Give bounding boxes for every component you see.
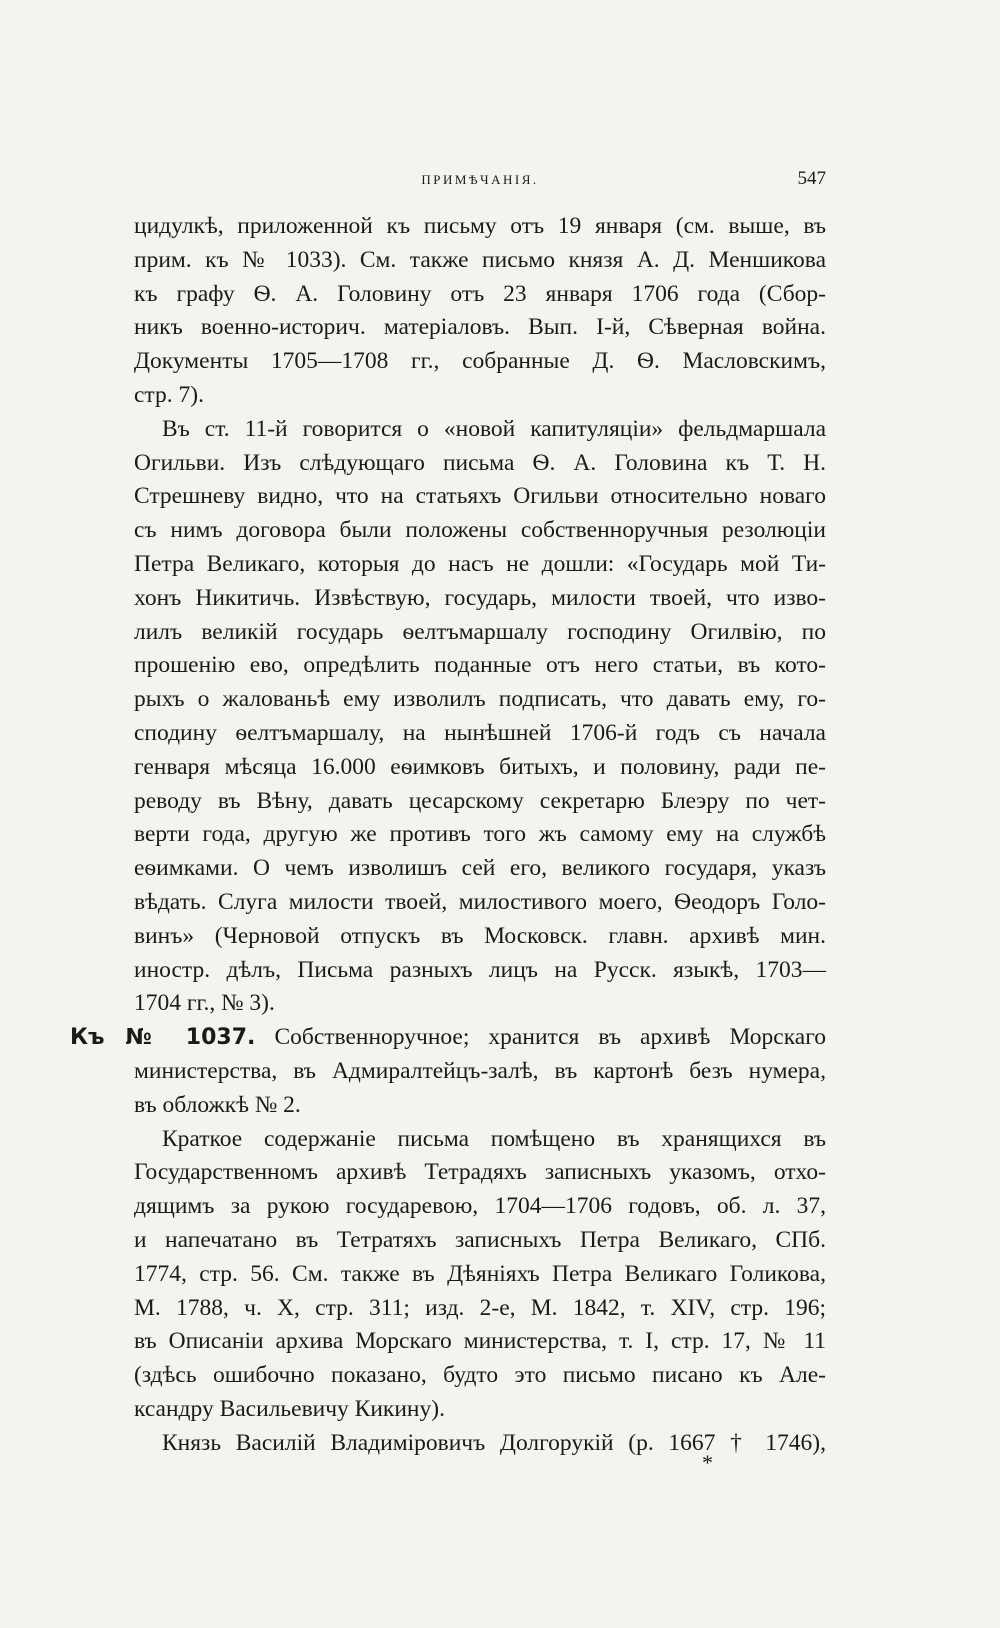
text-line: ксандру Васильевичу Кикину). xyxy=(134,1395,445,1422)
text-line: никъ военно-историч. матеріаловъ. Вып. І-й, Сѣверная война. xyxy=(134,314,826,341)
text-line: Государственномъ архивѣ Тетрадяхъ записныхъ указомъ, отхо- xyxy=(134,1159,826,1186)
text-line: Въ ст. 11-й говорится о «новой капитуляціи» фельдмаршала xyxy=(162,415,826,442)
text-line: генваря мѣсяца 16.000 еѳимковъ битыхъ, и половину, ради пе- xyxy=(134,753,826,780)
text-line: 1774, стр. 56. См. также въ Дѣяніяхъ Петра Великаго Голикова, xyxy=(134,1260,826,1287)
text-line: Собственноручное; хранится въ архивѣ Морскаго xyxy=(274,1024,826,1051)
text-line: вѣдать. Слуга милости твоей, милостивого моего, Ѳеодоръ Голо- xyxy=(134,888,826,915)
text-line: прошенію ево, опредѣлить поданные отъ него статьи, въ кото- xyxy=(134,652,826,679)
text-line: цидулкѣ, приложенной къ письму отъ 19 января (см. выше, въ xyxy=(134,213,826,239)
text-line: рыхъ о жалованьѣ ему изволилъ подписать, что давать ему, го- xyxy=(134,686,826,713)
text-line: Огильви. Изъ слѣдующаго письма Ѳ. А. Головина къ Т. Н. xyxy=(134,449,826,476)
text-line: винъ» (Черновой отпускъ въ Московск. главн. архивѣ мин. xyxy=(134,922,826,949)
text-line: верти года, другую же противъ того жъ самому ему на службѣ xyxy=(134,821,826,848)
text-line: и напечатано въ Тетратяхъ записныхъ Петра Великаго, СПб. xyxy=(134,1226,826,1253)
text-line: М. 1788, ч. Х, стр. 311; изд. 2-е, М. 1842, т. XIV, стр. 196; xyxy=(134,1294,826,1321)
text-line: Петра Великаго, которыя до насъ не дошли: «Государь мой Ти- xyxy=(134,550,826,577)
body-text xyxy=(70,210,826,1460)
text-line: 1704 гг., № 3). xyxy=(134,990,275,1017)
text-line: сподину ѳелтъмаршалу, на нынѣшней 1706-й годъ съ начала xyxy=(134,719,826,746)
text-line: къ графу Ѳ. А. Головину отъ 23 января 1706 года (Сбор- xyxy=(134,280,826,307)
text-line: съ нимъ договора были положены собственноручныя резолюціи xyxy=(134,517,826,544)
text-line: реводу въ Вѣну, давать цесарскому секретарю Блеэру по чет- xyxy=(134,787,826,814)
text-line: иностр. дѣлъ, Письма разныхъ лицъ на Русск. языкѣ, 1703— xyxy=(134,956,826,983)
signature-mark: * xyxy=(702,1450,713,1475)
text-line: Князь Василій Владиміровичъ Долгорукій (р. 1667 † 1746), xyxy=(162,1429,826,1456)
text-line: прим. къ № 1033). См. также письмо князя А. Д. Меншикова xyxy=(134,246,826,273)
text-line: дящимъ за рукою государевою, 1704—1706 годовъ, об. л. 37, xyxy=(134,1193,826,1220)
text-line: въ обложкѣ № 2. xyxy=(134,1091,301,1118)
note-reference: Къ № 1037. xyxy=(70,1025,256,1051)
text-line: (здѣсь ошибочно показано, будто это письмо писано къ Але- xyxy=(134,1362,826,1389)
text-line: еѳимками. О чемъ изволишъ сей его, великого государя, указъ xyxy=(134,855,826,882)
note-heading-line xyxy=(70,1021,826,1055)
text-line: Краткое содержаніе письма помѣщено въ хранящихся въ xyxy=(162,1125,826,1152)
text-line: министерства, въ Адмиралтейцъ-залѣ, въ картонѣ безъ нумера, xyxy=(134,1057,826,1084)
text-line: лилъ великій государь ѳелтъмаршалу господину Огилвію, по xyxy=(134,618,826,645)
text-line: Стрешневу видно, что на статьяхъ Огильви относительно новаго xyxy=(134,483,826,510)
text-line: хонъ Никитичь. Извѣствую, государь, милости твоей, что изво- xyxy=(134,584,826,611)
text-line: въ Описаніи архива Морскаго министерства, т. І, стр. 17, № 11 xyxy=(134,1328,826,1355)
page-number: 547 xyxy=(797,168,826,189)
running-head: ПРИМѢЧАНІЯ. xyxy=(421,172,539,187)
page-header xyxy=(134,168,826,192)
text-line: стр. 7). xyxy=(134,381,204,408)
text-line: Документы 1705—1708 гг., собранные Д. Ѳ. Масловскимъ, xyxy=(134,348,826,375)
